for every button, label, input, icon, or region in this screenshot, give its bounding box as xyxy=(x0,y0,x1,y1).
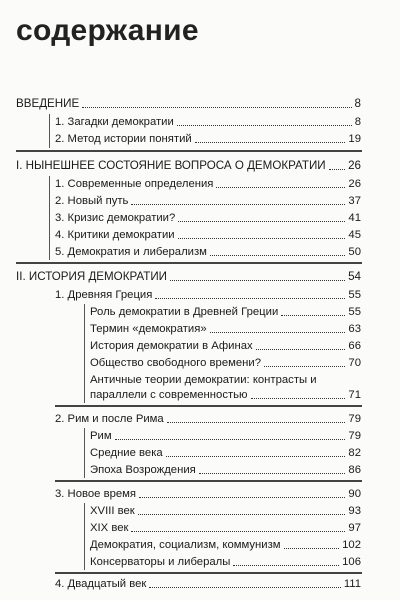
page-title: содержание xyxy=(16,14,199,47)
dot-leader xyxy=(251,398,346,399)
dot-leader xyxy=(329,169,345,170)
dot-leader xyxy=(155,298,345,299)
chapter-rule xyxy=(55,572,362,574)
dot-leader xyxy=(167,422,346,423)
chapter-rule xyxy=(55,405,362,407)
dot-leader xyxy=(210,332,346,333)
dot-leader xyxy=(138,514,346,515)
bracket-line xyxy=(49,176,50,260)
dot-leader xyxy=(131,204,345,205)
toc-section-label: II. ИСТОРИЯ ДЕМОКРАТИИ xyxy=(16,270,167,283)
toc-subitem-line1: Античные теории демократии: контрасты и xyxy=(90,374,317,386)
dot-leader xyxy=(264,366,345,367)
dot-leader xyxy=(115,439,346,440)
dot-leader xyxy=(216,187,345,188)
bracket-line xyxy=(49,114,50,148)
toc-item: 3. Кризис демократии? 41 xyxy=(55,212,361,224)
dot-leader xyxy=(82,107,351,108)
chapter-rule xyxy=(55,480,362,482)
toc-chapter: 3. Новое время 90 xyxy=(55,488,361,500)
dot-leader xyxy=(284,548,340,549)
toc-subitem: Роль демократии в Древней Греции 55 xyxy=(90,306,361,318)
dot-leader xyxy=(131,531,345,532)
bracket-line xyxy=(84,503,85,570)
toc-item: 1. Загадки демократии 8 xyxy=(55,116,361,128)
dot-leader xyxy=(166,456,346,457)
dot-leader xyxy=(256,349,346,350)
bracket-line xyxy=(84,428,85,478)
toc-page-number: 54 xyxy=(348,270,361,283)
toc-item: 2. Метод истории понятий 19 xyxy=(55,133,361,145)
toc-page-number: 26 xyxy=(348,159,361,172)
dot-leader xyxy=(281,315,345,316)
toc-section-part2 xyxy=(16,270,361,284)
toc-item: 4. Критики демократии 45 xyxy=(55,229,361,241)
dot-leader xyxy=(177,125,352,126)
dot-leader xyxy=(210,255,345,256)
dot-leader xyxy=(170,280,345,281)
toc-section-part1 xyxy=(16,159,361,173)
toc-item: 5. Демократия и либерализм 50 xyxy=(55,246,361,258)
dot-leader xyxy=(149,587,341,588)
dot-leader xyxy=(178,221,345,222)
toc-section-label: I. НЫНЕШНЕЕ СОСТОЯНИЕ ВОПРОСА О ДЕМОКРАТИИ xyxy=(16,159,326,172)
toc-chapter: 4. Двадцатый век 111 xyxy=(55,578,361,590)
toc-subitem: Средние века 82 xyxy=(90,447,361,459)
toc-chapter: 2. Рим и после Рима 79 xyxy=(55,413,361,425)
dot-leader xyxy=(233,565,339,566)
toc-section-intro xyxy=(16,97,361,111)
toc-page-number: 8 xyxy=(354,97,361,110)
section-rule xyxy=(16,150,362,152)
bracket-line xyxy=(84,304,85,403)
toc-subitem: История демократии в Афинах 66 xyxy=(90,340,361,352)
dot-leader xyxy=(195,142,346,143)
toc-section-label: ВВЕДЕНИЕ xyxy=(16,97,80,110)
toc-subitem: XVIII век 93 xyxy=(90,505,361,517)
toc-subitem: Демократия, социализм, коммунизм 102 xyxy=(90,539,361,551)
toc-subitem: параллели с современностью 71 xyxy=(90,389,361,401)
toc-subitem: Рим 79 xyxy=(90,430,361,442)
dot-leader xyxy=(178,238,346,239)
toc-subitem: Консерваторы и либералы 106 xyxy=(90,556,361,568)
toc-item: 2. Новый путь 37 xyxy=(55,195,361,207)
dot-leader xyxy=(139,497,345,498)
toc-item: 1. Современные определения 26 xyxy=(55,178,361,190)
toc-subitem: Эпоха Возрождения 86 xyxy=(90,464,361,476)
toc-subitem: XIX век 97 xyxy=(90,522,361,534)
dot-leader xyxy=(199,473,346,474)
section-rule xyxy=(16,262,362,264)
toc-chapter: 1. Древняя Греция 55 xyxy=(55,289,361,301)
toc-subitem: Термин «демократия» 63 xyxy=(90,323,361,335)
toc-subitem: Общество свободного времени? 70 xyxy=(90,357,361,369)
